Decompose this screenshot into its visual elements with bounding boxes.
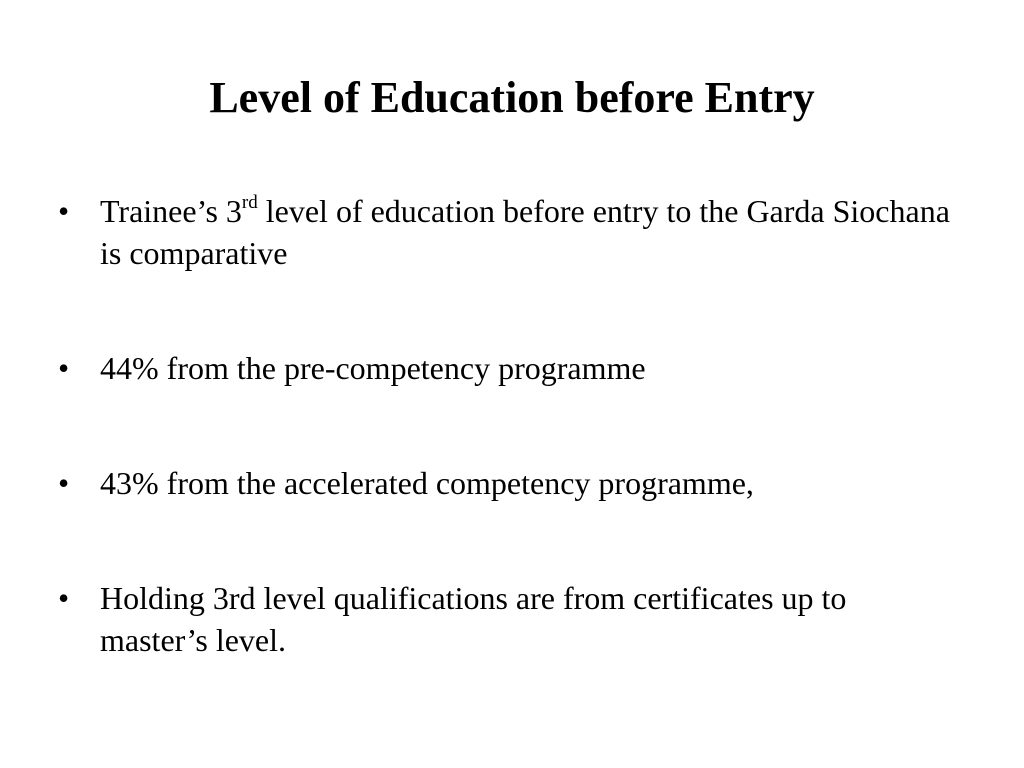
bullet-text [100,193,950,271]
ordinal-superscript: rd [241,192,258,214]
bullet-text-part: Trainee’s 3 [100,193,242,229]
bullet-text: 44% from the pre-competency programme [100,350,646,386]
bullet-text-part: level of education before entry to the Garda Siochana is comparative [100,193,950,271]
bullet-item [58,190,958,274]
bullet-icon: • [58,465,70,501]
bullet-icon: • [58,580,70,616]
bullet-list [58,190,958,734]
bullet-icon: • [58,350,70,386]
slide-title: Level of Education before Entry [209,73,815,122]
bullet-item [58,462,958,504]
bullet-text: Holding 3rd level qualifications are from certificates up to master’s level. [100,580,847,658]
bullet-item [58,577,958,661]
bullet-item [58,347,958,389]
bullet-text: 43% from the accelerated competency programme, [100,465,754,501]
bullet-icon: • [58,193,70,229]
